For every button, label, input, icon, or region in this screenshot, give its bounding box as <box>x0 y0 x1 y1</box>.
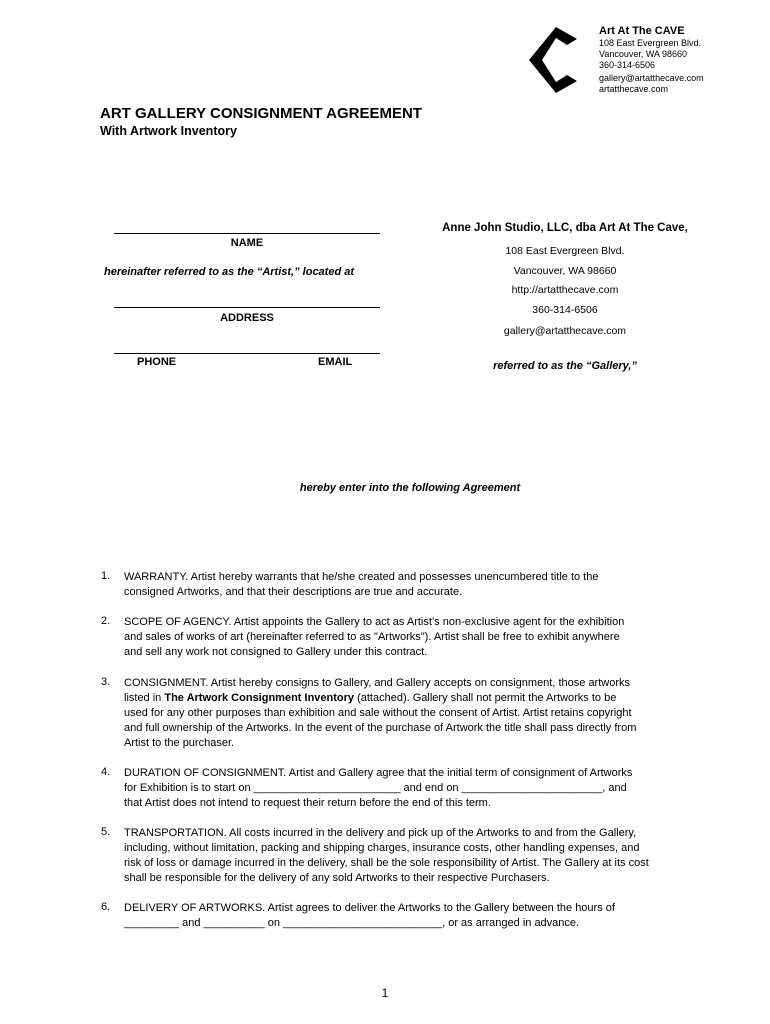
artist-address-label: ADDRESS <box>220 312 274 324</box>
clause-text-segment: (attached). Gallery shall not permit the Artworks to be <box>354 692 617 704</box>
artist-address-line[interactable] <box>114 307 380 308</box>
org-email[interactable]: gallery@artatthecave.com <box>599 73 704 83</box>
document-subtitle: With Artwork Inventory <box>100 124 237 138</box>
artist-phone-label: PHONE <box>137 356 177 368</box>
clause-line: consigned Artworks, and that their descriptions are true and accurate. <box>124 586 463 598</box>
gallery-phone: 360-314-6506 <box>532 304 598 316</box>
org-address-line-2: Vancouver, WA 98660 <box>599 49 688 59</box>
clause-number: 6. <box>101 901 111 913</box>
chevron-bracket-logo-icon <box>527 27 585 93</box>
clause-line: WARRANTY. Artist hereby warrants that he/she created and possesses unencumbered title to the <box>124 571 599 583</box>
gallery-website[interactable]: http://artatthecave.com <box>511 284 619 296</box>
clause-line: shall be responsible for the delivery of any sold Artworks to their respective Purchasers. <box>124 872 550 884</box>
clause-line: including, without limitation, packing and shipping charges, insurance costs, other handling expenses, and <box>124 842 640 854</box>
agreement-statement: hereby enter into the following Agreement <box>299 482 521 494</box>
clause-line: CONSIGNMENT. Artist hereby consigns to Gallery, and Gallery accepts on consignment, those artworks <box>124 677 630 689</box>
clause-number: 3. <box>101 676 111 688</box>
artist-name-label: NAME <box>230 237 264 249</box>
clause-number: 1. <box>101 570 111 582</box>
page-number: 1 <box>381 986 389 1000</box>
clause-line: and sell any work not consigned to Gallery under this contract. <box>124 646 428 658</box>
artist-referred-text: hereinafter referred to as the “Artist,” located at <box>104 266 355 278</box>
gallery-address-line-2: Vancouver, WA 98660 <box>513 265 617 277</box>
clause-line: for Exhibition is to start on ________________________ and end on _______________________, and <box>124 782 627 794</box>
artist-email-label: EMAIL <box>318 356 353 368</box>
clause-line: risk of loss or damage incurred in the delivery, shall be the sole responsibility of Artist. The Gallery at its cost <box>124 857 649 869</box>
clause-line: SCOPE OF AGENCY. Artist appoints the Gallery to act as Artist’s non-exclusive agent for the exhibition <box>124 616 625 628</box>
clause-number: 5. <box>101 826 111 838</box>
gallery-name: Anne John Studio, LLC, dba Art At The Cave, <box>442 222 688 234</box>
org-phone: 360-314-6506 <box>599 60 656 70</box>
clause-number: 2. <box>101 615 111 627</box>
org-website[interactable]: artatthecave.com <box>599 84 669 94</box>
clause-warranty <box>124 570 734 600</box>
clause-transportation <box>124 826 734 886</box>
clause-duration-of-consignment <box>124 766 734 811</box>
clause-line: _________ and __________ on __________________________, or as arranged in advance. <box>124 917 580 929</box>
clause-text-segment: listed in <box>124 692 165 704</box>
clause-consignment <box>124 676 734 751</box>
gallery-address-line-1: 108 East Evergreen Blvd. <box>505 245 625 257</box>
clause-line: DURATION OF CONSIGNMENT. Artist and Gallery agree that the initial term of consignment of Artworks <box>124 767 633 779</box>
clause-line: and full ownership of the Artworks. In the event of the purchase of Artwork the title shall pass directly from <box>124 722 637 734</box>
clause-number: 4. <box>101 766 111 778</box>
clause-line: TRANSPORTATION. All costs incurred in the delivery and pick up of the Artworks to and from the Gallery, <box>124 827 637 839</box>
clause-line: DELIVERY OF ARTWORKS. Artist agrees to deliver the Artworks to the Gallery between the hours of <box>124 902 615 914</box>
clause-scope-of-agency <box>124 615 734 660</box>
clause-line: used for any other purposes than exhibition and sale without the consent of Artist. Artist retains copyright <box>124 707 632 719</box>
gallery-email[interactable]: gallery@artatthecave.com <box>503 325 627 337</box>
artist-contact-line[interactable] <box>114 353 380 354</box>
clause-delivery-of-artworks <box>124 901 734 931</box>
org-address-line-1: 108 East Evergreen Blvd. <box>599 38 702 48</box>
org-name: Art At The CAVE <box>599 25 685 37</box>
gallery-referred-text: referred to as the “Gallery,” <box>493 360 637 372</box>
document-title: ART GALLERY CONSIGNMENT AGREEMENT <box>100 105 422 122</box>
artist-name-line[interactable] <box>114 233 380 234</box>
inventory-reference: The Artwork Consignment Inventory <box>164 692 355 704</box>
clause-line: and sales of works of art (hereinafter referred to as "Artworks"). Artist shall be free to exhibit anywhere <box>124 631 620 643</box>
clause-line: Artist to the purchaser. <box>124 737 235 749</box>
clause-line <box>124 691 734 706</box>
clause-line: that Artist does not intend to request their return before the end of this term. <box>124 797 491 809</box>
